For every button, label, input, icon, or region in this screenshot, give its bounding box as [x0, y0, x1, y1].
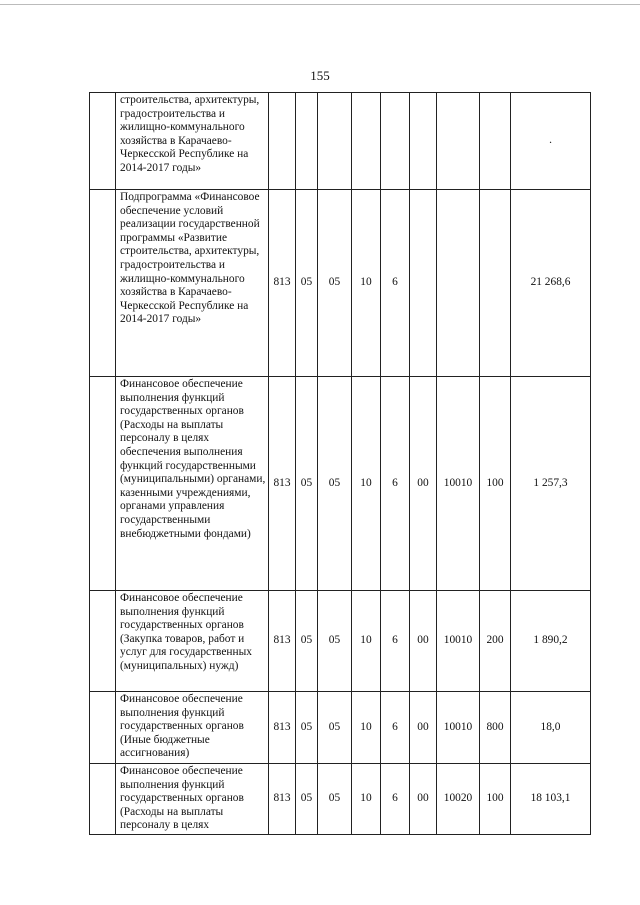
- ministry-code-cell: 813: [269, 692, 296, 764]
- table-row: [90, 377, 591, 591]
- direction-code-cell: 10010: [437, 692, 480, 764]
- subsection-code-cell: 05: [318, 190, 352, 377]
- item-name-cell: Финансовое обеспечение выполнения функций государственных органов (Расходы на выплаты персоналу в целях: [116, 764, 269, 835]
- expense-type-code-cell: 800: [480, 692, 511, 764]
- amount-cell: 18,0: [511, 692, 591, 764]
- section-code-cell: 05: [296, 377, 318, 591]
- number-cell: [90, 764, 116, 835]
- number-cell: [90, 692, 116, 764]
- main-event-code-cell: [410, 190, 437, 377]
- ministry-code-cell: 813: [269, 190, 296, 377]
- item-name-cell: Финансовое обеспечение выполнения функций государственных органов (Закупка товаров, работ и услуг для государственных (муниципальных) нужд): [116, 591, 269, 692]
- amount-cell: 18 103,1: [511, 764, 591, 835]
- main-event-code-cell: 00: [410, 377, 437, 591]
- section-code-cell: [296, 93, 318, 190]
- subsection-code-cell: 05: [318, 591, 352, 692]
- item-name-cell: Подпрограмма «Финансовое обеспечение условий реализации государственной программы «Развитие строительства, архитектуры, градостроительства и жилищно-коммунального хозяйства в Карачаево-Черкесской Республике на 2014-2017 годы»: [116, 190, 269, 377]
- main-event-code-cell: 00: [410, 591, 437, 692]
- table-row: [90, 591, 591, 692]
- number-cell: [90, 377, 116, 591]
- program-code-cell: 10: [352, 764, 381, 835]
- direction-code-cell: [437, 93, 480, 190]
- subprogram-code-cell: 6: [381, 591, 410, 692]
- direction-code-cell: 10010: [437, 377, 480, 591]
- ministry-code-cell: 813: [269, 764, 296, 835]
- amount-cell: 1 257,3: [511, 377, 591, 591]
- table-row: [90, 93, 591, 190]
- subsection-code-cell: [318, 93, 352, 190]
- program-code-cell: 10: [352, 591, 381, 692]
- direction-code-cell: 10020: [437, 764, 480, 835]
- section-code-cell: 05: [296, 692, 318, 764]
- item-name-cell: Финансовое обеспечение выполнения функций государственных органов (Расходы на выплаты персоналу в целях обеспечения выполнения функций государственными (муниципальными) органами, казенными учреждениями, органами управления государственными внебюджетными фондами): [116, 377, 269, 591]
- main-event-code-cell: 00: [410, 764, 437, 835]
- program-code-cell: 10: [352, 377, 381, 591]
- budget-table-body: [90, 93, 591, 835]
- page-number: 155: [310, 68, 330, 83]
- section-code-cell: 05: [296, 764, 318, 835]
- table-row: [90, 692, 591, 764]
- table-row: [90, 764, 591, 835]
- expense-type-code-cell: 100: [480, 377, 511, 591]
- expense-type-code-cell: 100: [480, 764, 511, 835]
- main-event-code-cell: [410, 93, 437, 190]
- subprogram-code-cell: 6: [381, 692, 410, 764]
- number-cell: [90, 591, 116, 692]
- subsection-code-cell: 05: [318, 764, 352, 835]
- section-code-cell: 05: [296, 190, 318, 377]
- subsection-code-cell: 05: [318, 377, 352, 591]
- ministry-code-cell: 813: [269, 377, 296, 591]
- item-name-cell: строительства, архитектуры, градостроительства и жилищно-коммунального хозяйства в Карачаево-Черкесской Республике на 2014-2017 годы»: [116, 93, 269, 190]
- section-code-cell: 05: [296, 591, 318, 692]
- subprogram-code-cell: [381, 93, 410, 190]
- amount-cell: .: [511, 93, 591, 190]
- number-cell: [90, 190, 116, 377]
- ministry-code-cell: 813: [269, 591, 296, 692]
- ministry-code-cell: [269, 93, 296, 190]
- expense-type-code-cell: 200: [480, 591, 511, 692]
- subprogram-code-cell: 6: [381, 190, 410, 377]
- program-code-cell: 10: [352, 692, 381, 764]
- amount-cell: 21 268,6: [511, 190, 591, 377]
- subprogram-code-cell: 6: [381, 377, 410, 591]
- main-event-code-cell: 00: [410, 692, 437, 764]
- item-name-cell: Финансовое обеспечение выполнения функций государственных органов (Иные бюджетные ассигнования): [116, 692, 269, 764]
- number-cell: [90, 93, 116, 190]
- expense-type-code-cell: [480, 93, 511, 190]
- amount-cell: 1 890,2: [511, 591, 591, 692]
- subsection-code-cell: 05: [318, 692, 352, 764]
- expense-type-code-cell: [480, 190, 511, 377]
- program-code-cell: 10: [352, 190, 381, 377]
- table-row: [90, 190, 591, 377]
- scan-top-edge: [0, 0, 640, 5]
- direction-code-cell: 10010: [437, 591, 480, 692]
- budget-table: [89, 92, 591, 835]
- direction-code-cell: [437, 190, 480, 377]
- program-code-cell: [352, 93, 381, 190]
- subprogram-code-cell: 6: [381, 764, 410, 835]
